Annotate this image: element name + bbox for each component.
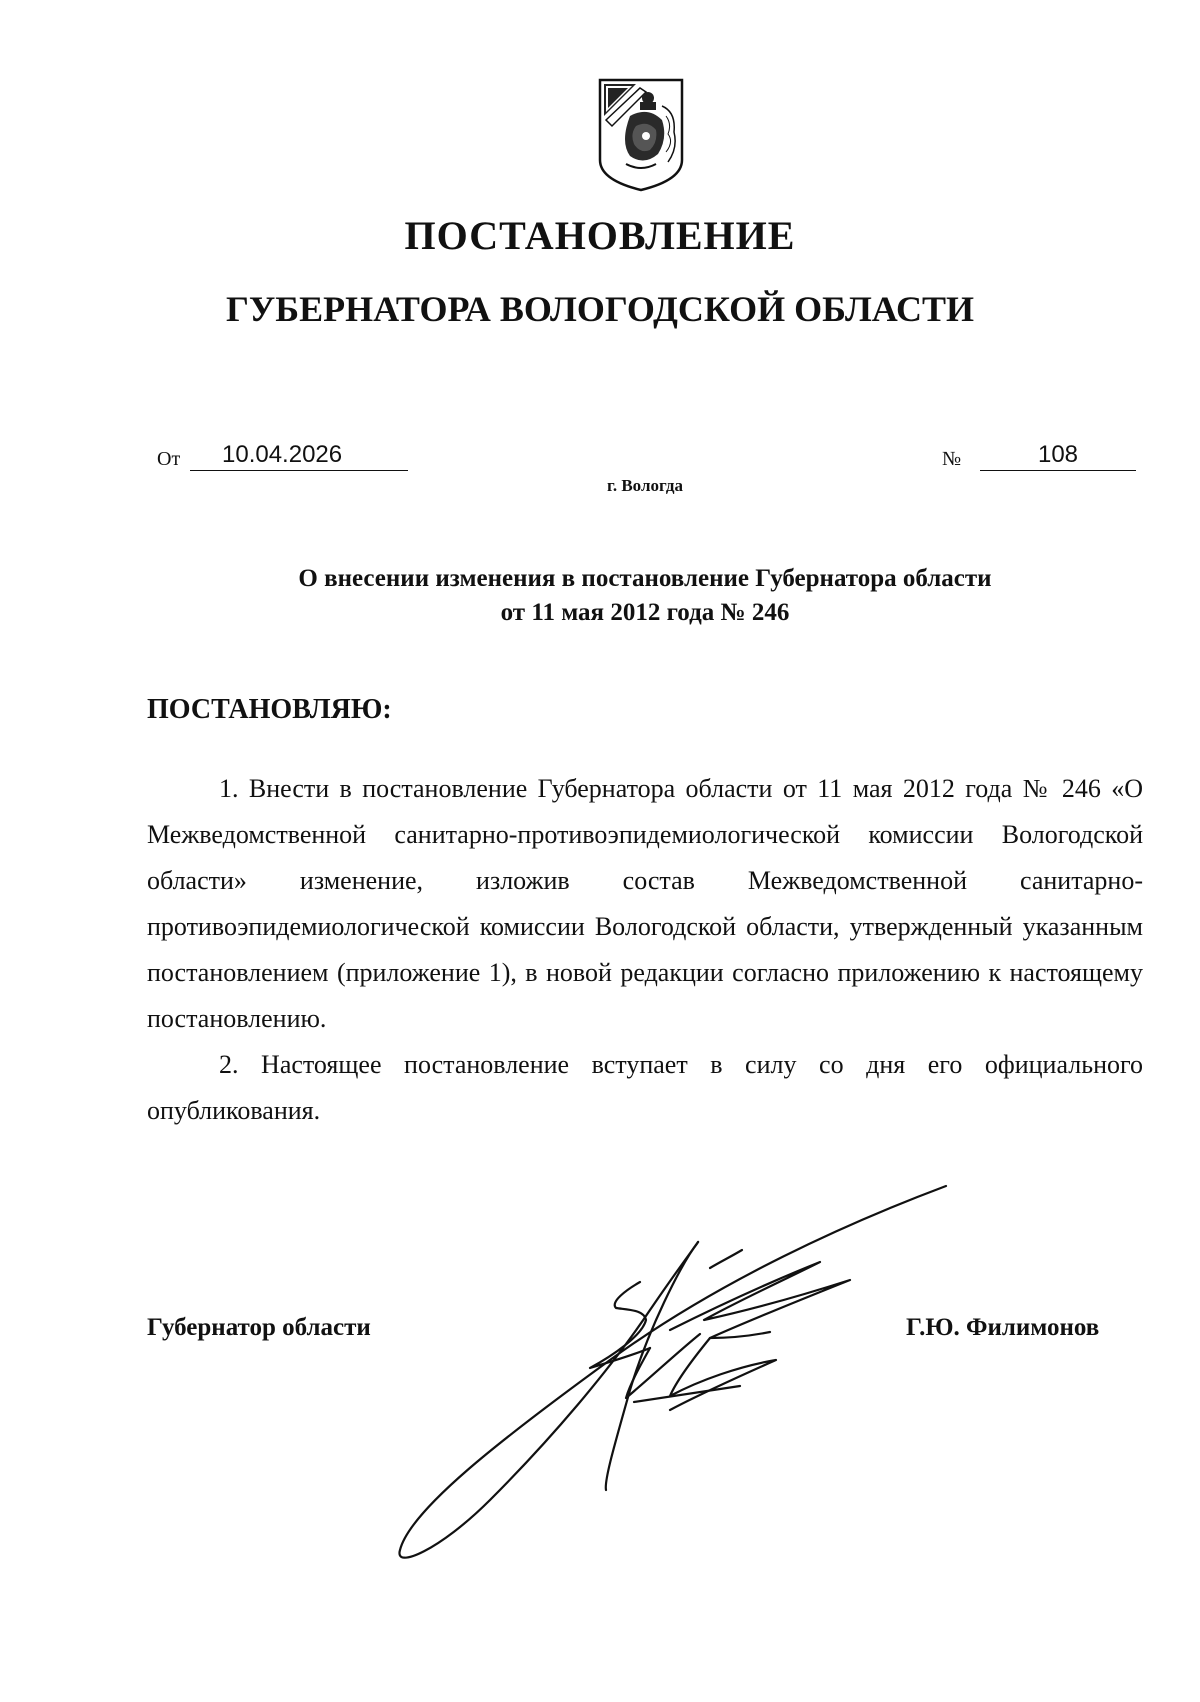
date-label: От bbox=[157, 448, 181, 470]
number-value: 108 bbox=[980, 440, 1136, 471]
coat-of-arms-icon bbox=[596, 76, 686, 194]
document-title: ПОСТАНОВЛЕНИЕ bbox=[404, 213, 796, 258]
number-label: № bbox=[942, 448, 962, 470]
city-label: г. Вологда bbox=[607, 476, 683, 495]
subject-line-1: О внесении изменения в постановление Губернатора области bbox=[298, 565, 992, 592]
subject-line-2: от 11 мая 2012 года № 246 bbox=[500, 599, 790, 626]
document-body bbox=[147, 766, 1143, 1134]
resolve-heading: ПОСТАНОВЛЯЮ: bbox=[147, 694, 392, 725]
document-issuer: ГУБЕРНАТОРА ВОЛОГОДСКОЙ ОБЛАСТИ bbox=[225, 289, 975, 329]
signatory-position: Губернатор области bbox=[147, 1314, 371, 1341]
paragraph-2: 2. Настоящее постановление вступает в силу со дня его официального опубликования. bbox=[147, 1050, 1143, 1125]
handwritten-signature-icon bbox=[380, 1170, 960, 1570]
paragraph-1: 1. Внести в постановление Губернатора области от 11 мая 2012 года № 246 «О Межведомственной санитарно-противоэпидемиологической комиссии Вологодской области» изменение, изложив состав Межведомственной санитарно-противоэпидемиологической комиссии Вологодской области, утвержденный указанным постановлением (приложение 1), в новой редакции согласно приложению к настоящему постановлению. bbox=[147, 774, 1143, 1033]
document-subject bbox=[195, 562, 1095, 630]
date-value: 10.04.2026 bbox=[190, 440, 408, 471]
signatory-name: Г.Ю. Филимонов bbox=[906, 1314, 1100, 1341]
